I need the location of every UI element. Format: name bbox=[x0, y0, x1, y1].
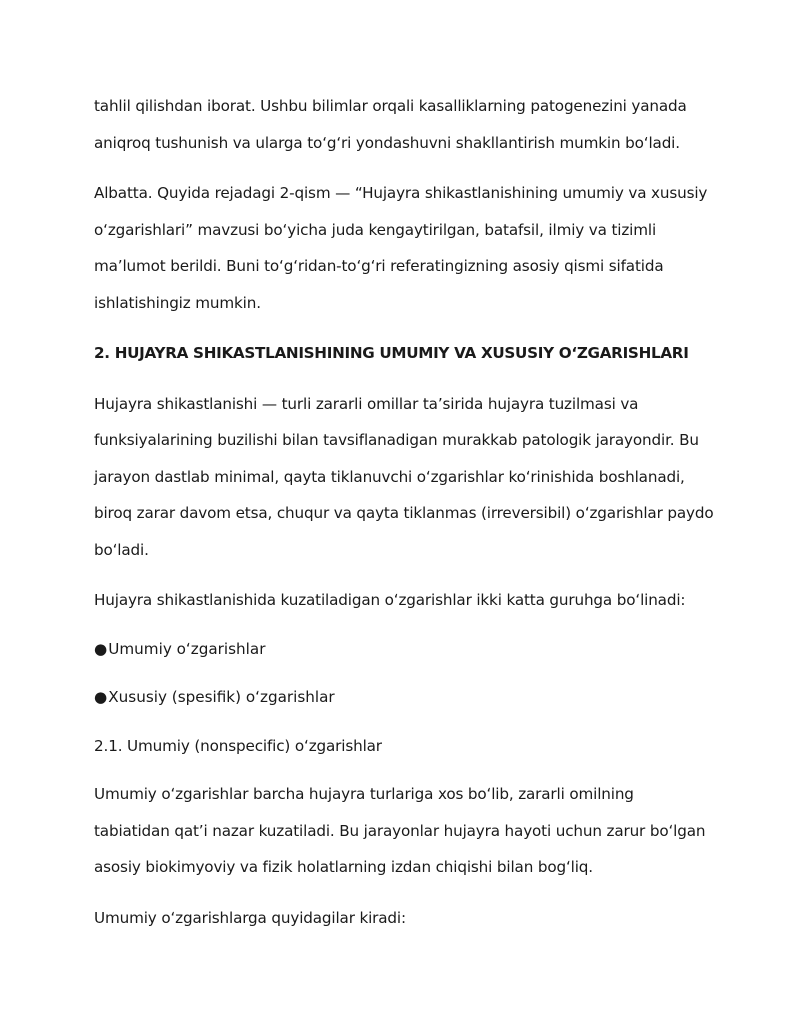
bullet-item-xususiy bbox=[94, 679, 714, 716]
bullet-item-umumiy bbox=[94, 631, 714, 668]
bullet-icon: ● bbox=[94, 688, 108, 706]
bullet-label: Umumiy oʻzgarishlar bbox=[108, 639, 266, 658]
list-intro: Umumiy oʻzgarishlarga quyidagilar kiradi: bbox=[94, 908, 406, 927]
albatta-paragraph: Albatta. Quyida rejadagi 2-qism — “Hujayra shikastlanishining umumiy va xususiy o‘zgarishlari” mavzusi bo‘yicha juda kengaytirilgan, batafsil, ilmiy va tizimli ma’lumot berildi. Buni to‘g‘ridan-to‘g‘ri referatingizning asosiy qismi sifatida ishlatishingiz mumkin. bbox=[94, 184, 708, 312]
subheading: 2.1. Umumiy (nonspecific) oʻzgarishlar bbox=[94, 736, 382, 755]
definition-paragraph: Hujayra shikastlanishi — turli zararli omillar ta’sirida hujayra tuzilmasi va funksiyalarining buzilishi bilan tavsiflanadigan murakkab patologik jarayondir. Bu jarayon dastlab minimal, qayta tiklanuvchi oʻzgarishlar koʻrinishida boshlanadi, biroq zarar davom etsa, chuqur va qayta tiklanmas (irreversibil) oʻzgarishlar paydo boʻladi. bbox=[94, 394, 714, 559]
bullet-icon: ● bbox=[94, 639, 108, 658]
intro-paragraph: tahlil qilishdan iborat. Ushbu bilimlar orqali kasalliklarning patogenezini yanada aniqroq tushunish va ularga to‘g‘ri yondashuvni shakllantirish mumkin bo‘ladi. bbox=[94, 97, 687, 152]
general-paragraph: Umumiy oʻzgarishlar barcha hujayra turlariga xos boʻlib, zararli omilning tabiatidan qat’i nazar kuzatiladi. Bu jarayonlar hujayra hayoti uchun zarur boʻlgan asosiy biokimyoviy va fizik holatlarning izdan chiqishi bilan bogʻliq. bbox=[94, 785, 706, 876]
bullet-label: Xususiy (spesifik) oʻzgarishlar bbox=[108, 688, 335, 706]
document-page bbox=[94, 88, 714, 950]
section-heading: 2. HUJAYRA SHIKASTLANISHINING UMUMIY VA XUSUSIY O‘ZGARISHLARI bbox=[94, 344, 689, 362]
groups-intro: Hujayra shikastlanishida kuzatiladigan oʻzgarishlar ikki katta guruhga boʻlinadi: bbox=[94, 591, 686, 609]
